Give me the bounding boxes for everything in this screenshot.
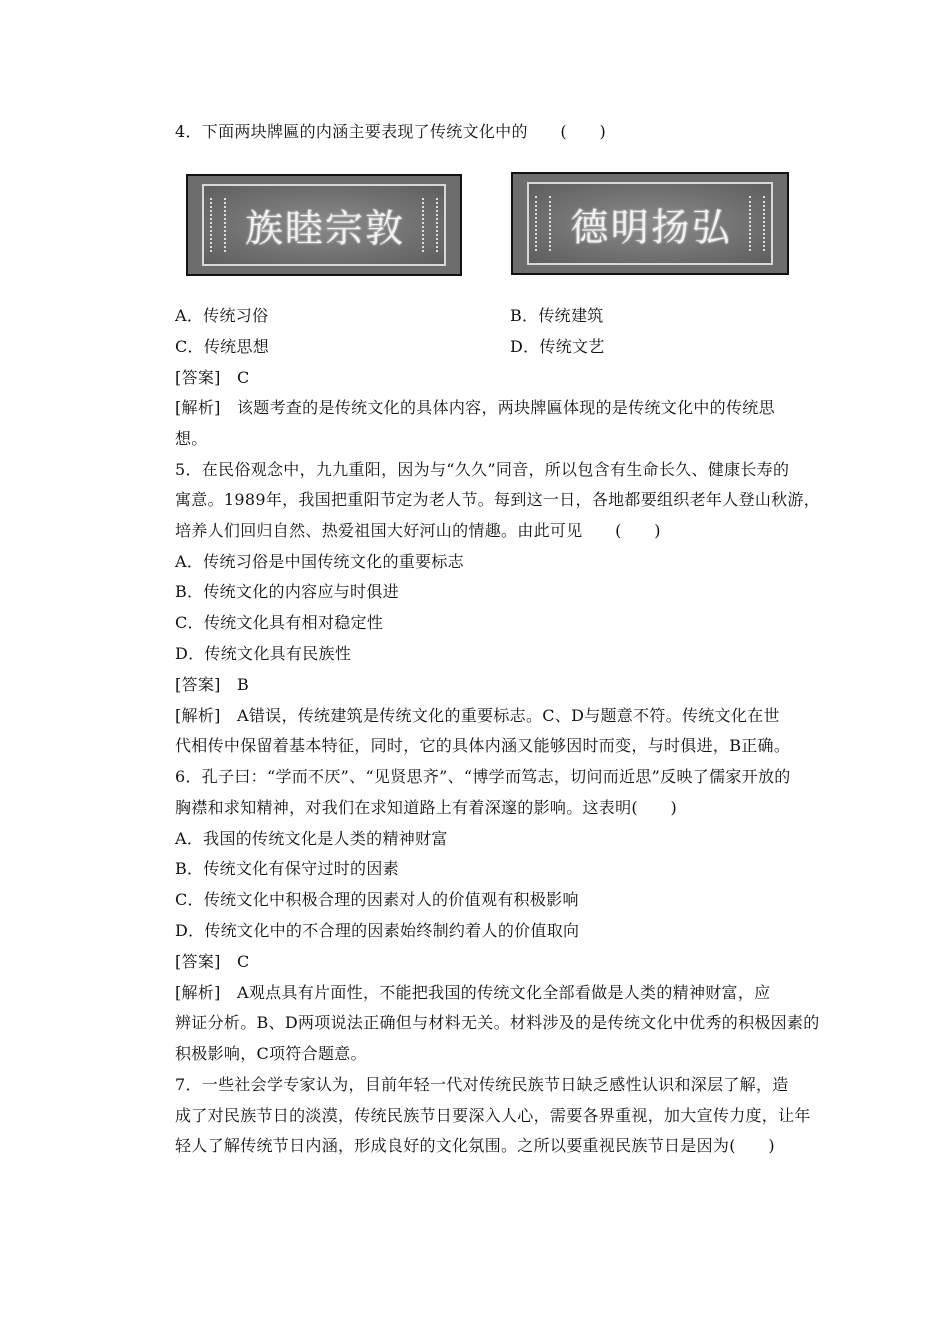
plaque-left-char-3: 宗: [324, 206, 363, 251]
q5-option-a: A．传统习俗是中国传统文化的重要标志: [175, 552, 464, 571]
q5-answer: [答案] B: [175, 675, 250, 694]
q5-analysis-line-2: 代相传中保留着基本特征，同时，它的具体内涵又能够因时而变，与时俱进，B正确。: [175, 736, 791, 755]
q6-option-a: A．我国的传统文化是人类的精神财富: [175, 829, 448, 848]
plaque-right-inscription: [529, 196, 771, 251]
plaque-right-char-3: 扬: [651, 205, 690, 249]
q4-option-c: C．传统思想: [175, 337, 270, 356]
q6-analysis-line-2: 辨证分析。B、D两项说法正确但与材料无关。材料涉及的是传统文化中优秀的积极因素的: [175, 1013, 820, 1032]
plaque-right-char-2: 明: [610, 205, 649, 249]
q4-option-d: D．传统文艺: [510, 337, 605, 356]
q7-stem-line-3: 轻人了解传统节日内涵，形成良好的文化氛围。之所以要重视民族节日是因为( ): [175, 1136, 775, 1155]
q6-option-b: B．传统文化有保守过时的因素: [175, 859, 399, 878]
q6-analysis-line-1: [解析] A观点具有片面性，不能把我国的传统文化全部看做是人类的精神财富，应: [175, 983, 771, 1002]
q6-analysis-line-3: 积极影响，C项符合题意。: [175, 1044, 367, 1063]
q6-stem-line-1: 6．孔子曰：“学而不厌”、“见贤思齐”、“博学而笃志，切问而近思”反映了儒家开放的: [175, 767, 791, 786]
q4-analysis-line-2: 想。: [175, 429, 208, 448]
q5-stem-line-2: 寓意。1989年，我国把重阳节定为老人节。每到这一日，各地都要组织老年人登山秋游，: [175, 490, 821, 509]
q6-option-c: C．传统文化中积极合理的因素对人的价值观有积极影响: [175, 890, 579, 909]
plaque-left-char-4: 敦: [364, 206, 403, 251]
q4-stem: 4．下面两块牌匾的内涵主要表现了传统文化中的 ( ): [175, 122, 607, 141]
q6-stem-line-2: 胸襟和求知精神，对我们在求知道路上有着深邃的影响。这表明( ): [175, 798, 678, 817]
q7-stem-line-1: 7．一些社会学专家认为，目前年轻一代对传统民族节日缺乏感性认识和深层了解，造: [175, 1075, 789, 1094]
q5-stem-line-3: 培养人们回归自然、热爱祖国大好河山的情趣。由此可见 ( ): [175, 521, 661, 540]
q5-stem-line-1: 5．在民俗观念中，九九重阳，因为与“久久”同音，所以包含有生命长久、健康长寿的: [175, 460, 790, 479]
q5-option-b: B．传统文化的内容应与时俱进: [175, 582, 399, 601]
plaque-left-image: [186, 174, 462, 276]
plaque-right-image: [511, 172, 789, 275]
q6-option-d: D．传统文化中的不合理的因素始终制约着人的价值取向: [175, 921, 580, 940]
q4-analysis-line-1: [解析] 该题考查的是传统文化的具体内容，两块牌匾体现的是传统文化中的传统思: [175, 398, 775, 417]
q4-option-b: B．传统建筑: [510, 306, 604, 325]
q7-stem-line-2: 成了对民族节日的淡漠，传统民族节日要深入人心，需要各界重视，加大宣传力度，让年: [175, 1106, 811, 1125]
plaque-left-char-2: 睦: [284, 206, 323, 251]
plaque-left-char-1: 族: [244, 206, 283, 251]
q5-option-c: C．传统文化具有相对稳定性: [175, 613, 384, 632]
q4-option-a: A．传统习俗: [175, 306, 269, 325]
plaque-left-inscription: [204, 198, 444, 253]
plaque-right-char-1: 德: [570, 205, 609, 249]
q6-answer: [答案] C: [175, 952, 250, 971]
q5-option-d: D．传统文化具有民族性: [175, 644, 352, 663]
plaque-right-char-4: 弘: [691, 205, 730, 249]
q5-analysis-line-1: [解析] A错误，传统建筑是传统文化的重要标志。C、D与题意不符。传统文化在世: [175, 706, 780, 725]
q4-answer: [答案] C: [175, 368, 250, 387]
